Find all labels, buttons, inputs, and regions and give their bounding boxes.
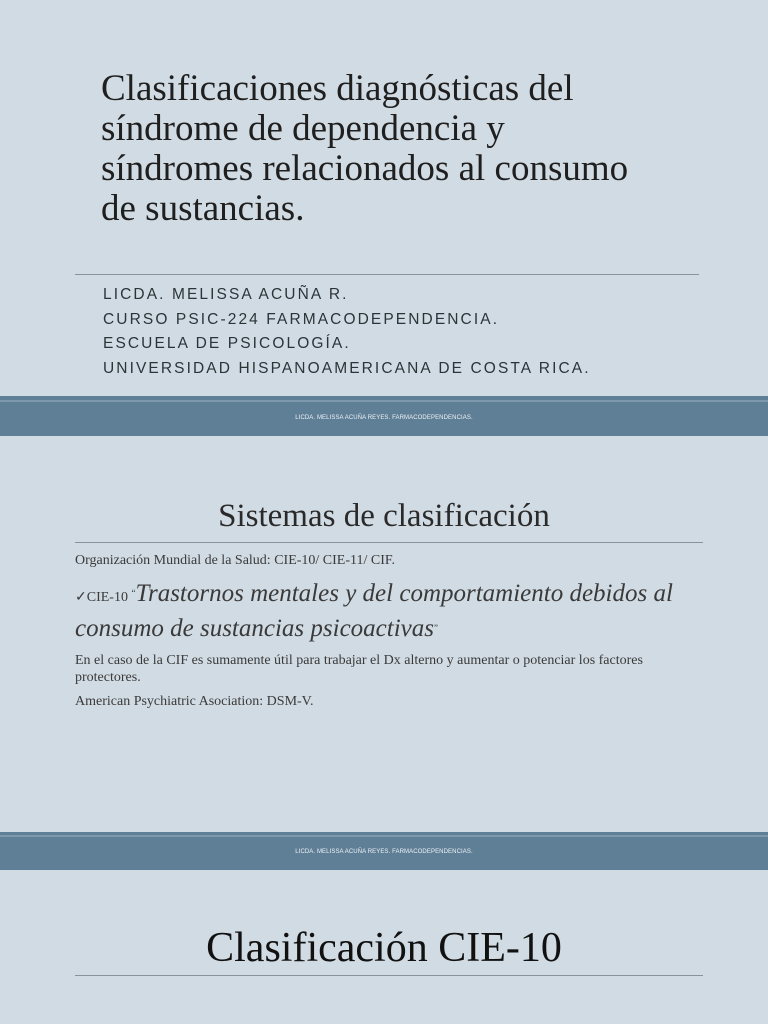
cie10-quote: Trastornos mentales y del comportamiento debidos al consumo de sustancias psicoactivas bbox=[75, 580, 673, 642]
paragraph-cif: En el caso de la CIF es sumamente útil para trabajar el Dx alterno y aumentar o potenciar los factores protectores. bbox=[75, 653, 643, 685]
check-icon: ✓ bbox=[75, 590, 87, 605]
slide-1-title: Clasificaciones diagnósticas del síndrome de dependencia y síndromes relacionados al consumo de sustancias. bbox=[101, 68, 629, 229]
slide-1-divider bbox=[75, 274, 699, 275]
subtitle-line-author: LICDA. MELISSA ACUÑA R. bbox=[103, 286, 349, 303]
subtitle-line-school: ESCUELA DE PSICOLOGÍA. bbox=[103, 335, 351, 352]
quote-close-mark: ” bbox=[433, 623, 438, 633]
subtitle-line-university: UNIVERSIDAD HISPANOAMERICANA DE COSTA RICA. bbox=[103, 359, 591, 377]
slide-2-title: Sistemas de clasificación bbox=[218, 498, 550, 534]
paragraph-dsm: American Psychiatric Asociation: DSM-V. bbox=[75, 694, 314, 709]
slide-3 bbox=[0, 870, 768, 1024]
bullet-prefix: CIE-10 bbox=[86, 590, 132, 605]
slide-1-footer-text: LICDA. MELISSA ACUÑA REYES. FARMACODEPENDENCIAS. bbox=[295, 415, 473, 421]
slide-2-divider bbox=[75, 542, 703, 543]
slide-3-title: Clasificación CIE-10 bbox=[206, 925, 562, 971]
slide-2 bbox=[0, 436, 768, 832]
paragraph-organizations: Organización Mundial de la Salud: CIE-10/ CIE-11/ CIF. bbox=[75, 553, 396, 568]
paragraph-cie10-bullet bbox=[75, 578, 675, 648]
slide-2-footer-bar bbox=[0, 832, 768, 870]
quote-open-mark: “ bbox=[131, 588, 136, 598]
slide-2-footer-text: LICDA. MELISSA ACUÑA REYES. FARMACODEPENDENCIAS. bbox=[295, 849, 473, 855]
slide-1-footer-bar bbox=[0, 396, 768, 436]
subtitle-line-course: CURSO PSIC-224 FARMACODEPENDENCIA. bbox=[103, 310, 500, 328]
slide-1-subtitle bbox=[103, 283, 723, 381]
slide-3-divider bbox=[75, 975, 703, 976]
slide-2-body bbox=[75, 552, 675, 717]
slide-1 bbox=[0, 0, 768, 396]
